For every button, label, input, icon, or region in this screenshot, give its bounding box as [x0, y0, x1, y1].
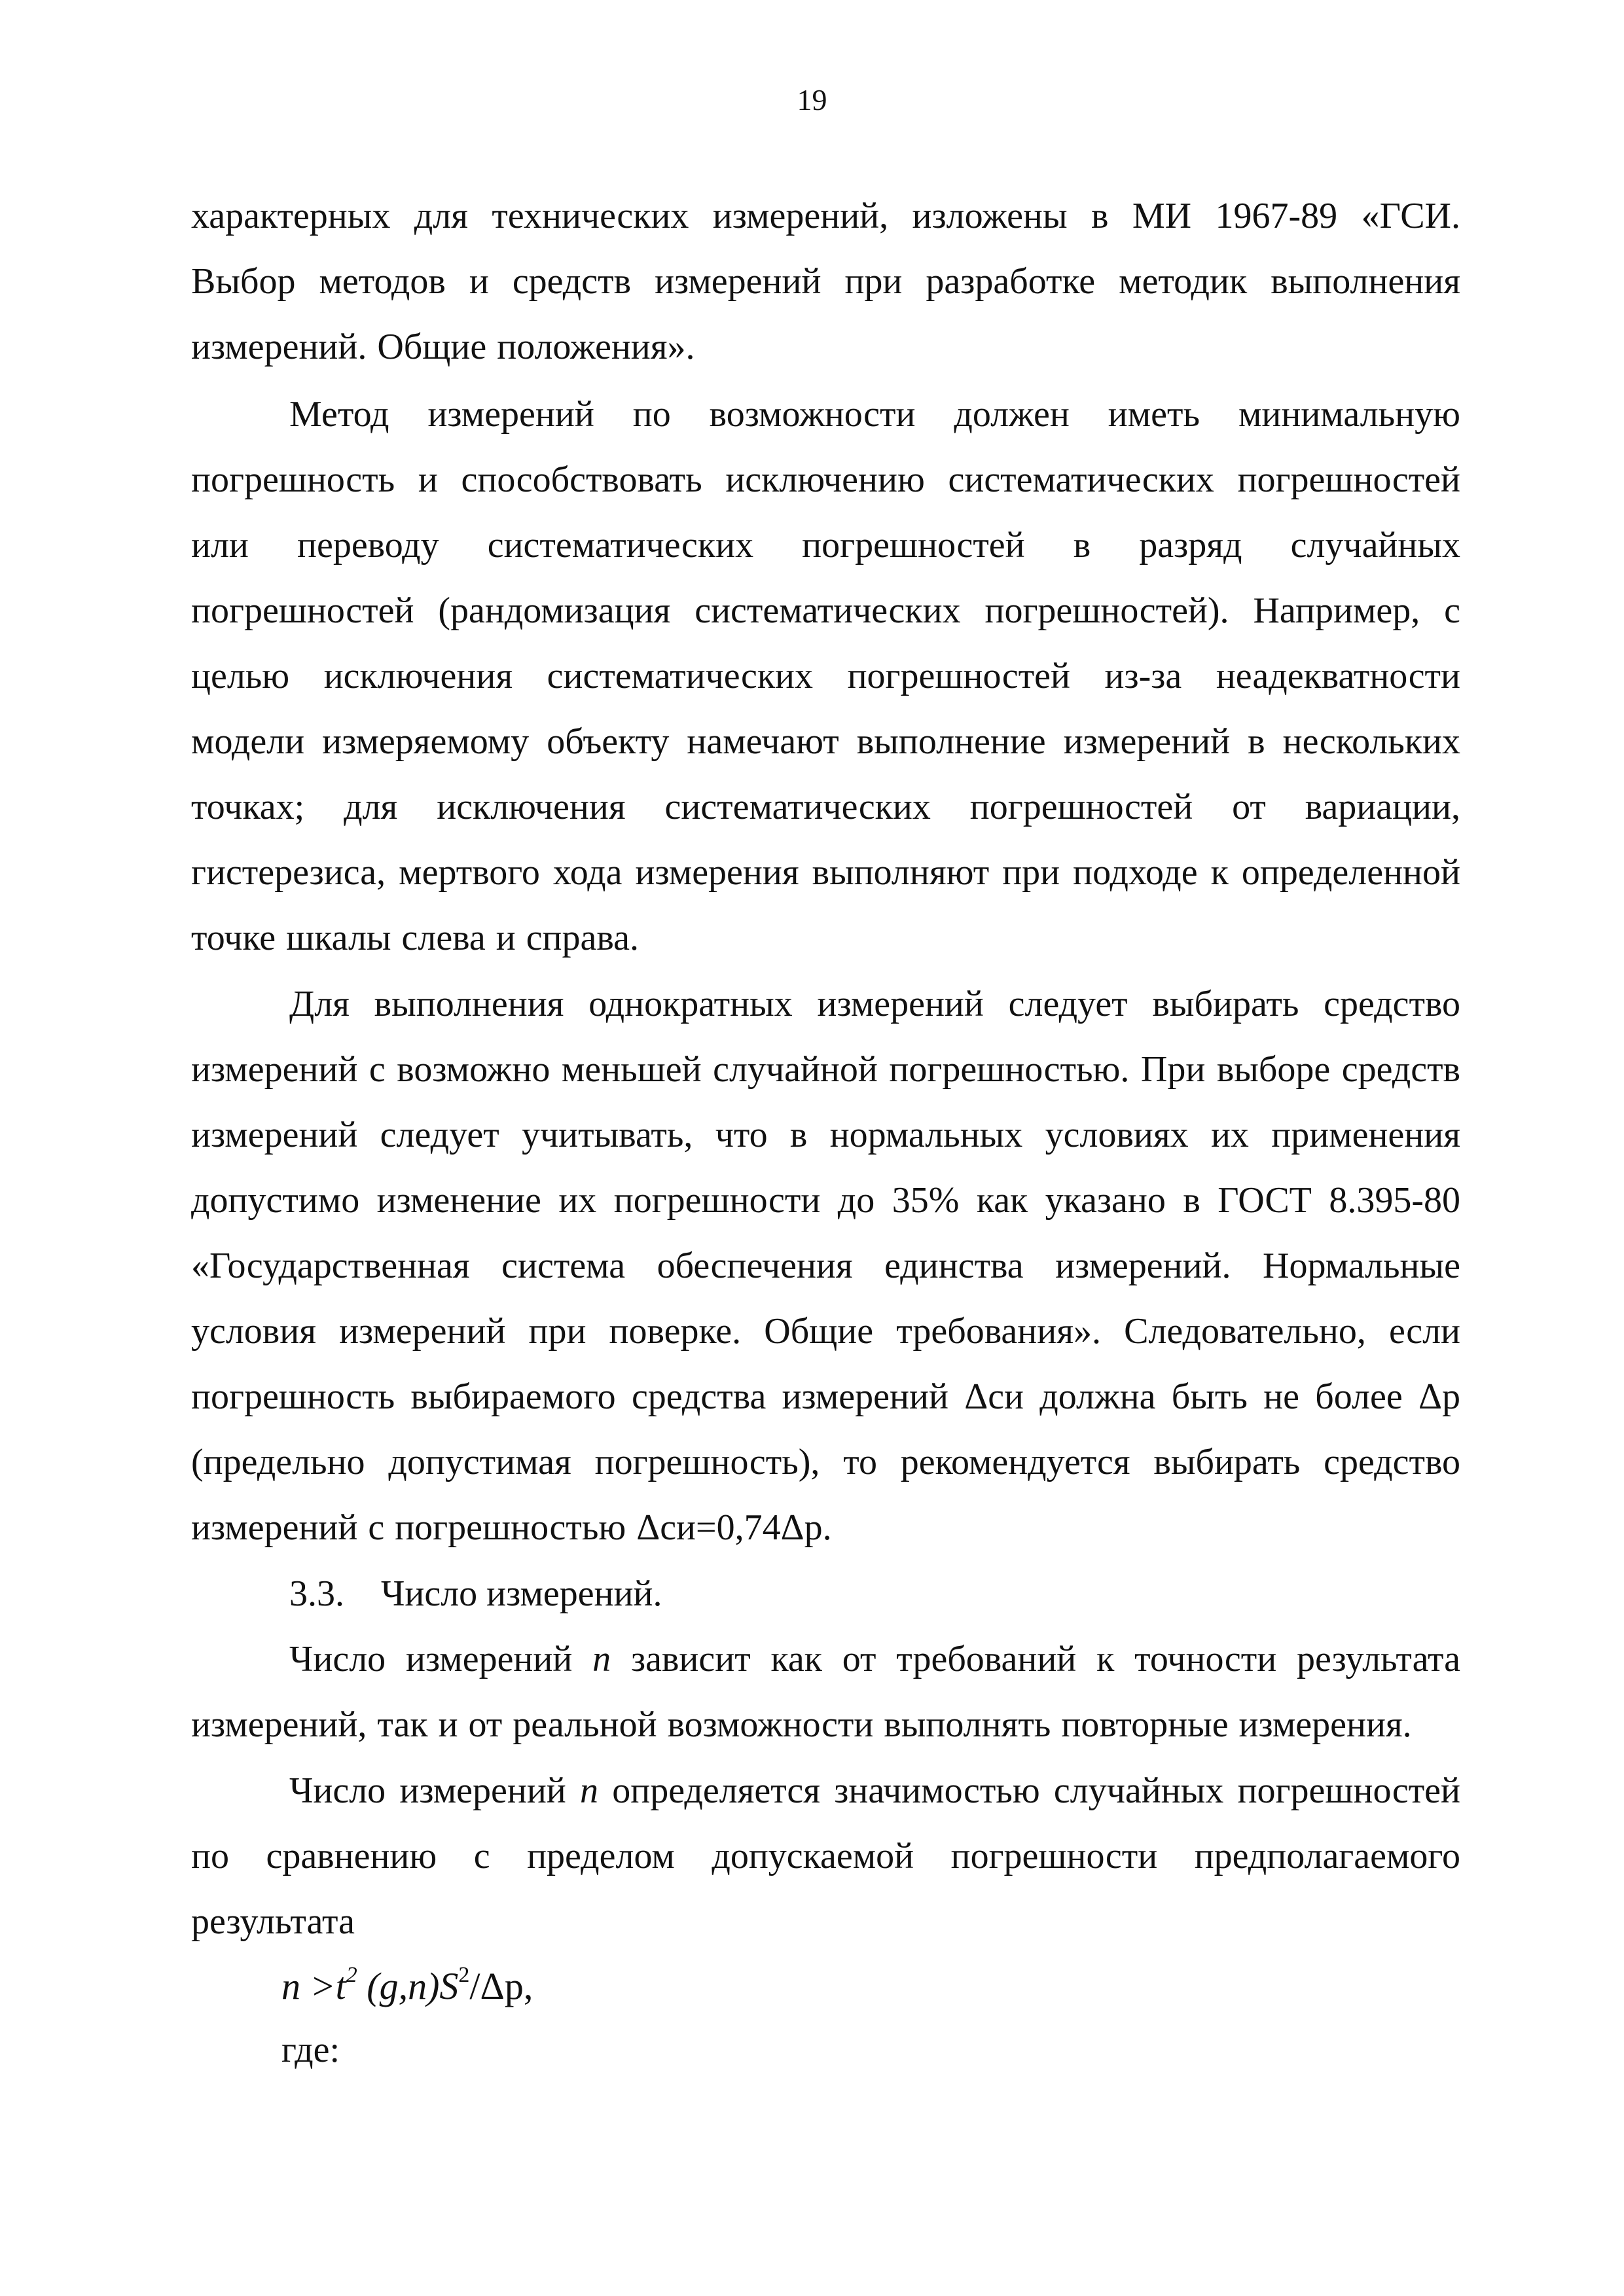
paragraph-number-determined: Число измерений n определяется значимостью случайных погрешностей по сравнению с пределом допускаемой погрешности предполагаемого результата [191, 1770, 1460, 1942]
page-number: 19 [797, 83, 827, 117]
paragraph-number-of-measurements: Число измерений n зависит как от требований к точности результата измерений, так и от реальной возможности выполнять повторные измерения. [191, 1639, 1461, 1745]
variable-n: n [592, 1639, 611, 1679]
paragraph-single-measurements: Для выполнения однократных измерений следует выбирать средство измерений с возможно меньшей случайной погрешностью. При выборе средств измерений следует учитывать, что в нормальных условиях их применения допустимо изменение их погрешности до 35% как указано в ГОСТ 8.395-80 «Государственная система обеспечения единства измерений. Нормальные условия измерений при поверке. Общие требования». Следовательно, если погрешность выбираемого средства измерений Δси должна быть не более Δр (предельно допустимая погрешность), то рекомендуется выбирать средство измерений с погрешностью Δси=0,74Δр. [191, 984, 1460, 1548]
formula-number-of-measurements: $n >t^2$ $(g,n)S^2/\Delta р$, [281, 1963, 533, 2007]
section-title: Число измерений. [381, 1573, 662, 1614]
section-heading [289, 1561, 662, 1626]
paragraph-continuation: характерных для технических измерений, изложены в МИ 1967-89 «ГСИ. Выбор методов и средств измерений при разработке методик выполнения измерений. Общие положения». [191, 196, 1460, 367]
variable-n: n [580, 1770, 599, 1811]
paragraph-measurement-method: Метод измерений по возможности должен иметь минимальную погрешность и способствовать исключению систематических погрешностей или переводу систематических погрешностей в разряд случайных погрешностей (рандомизация систематических погрешностей). Например, с целью исключения систематических погрешностей из-за неадекватности модели измеряемому объекту намечают выполнение измерений в нескольких точках; для исключения систематических погрешностей от вариации, гистерезиса, мертвого хода измерения выполняют при подходе к определенной точке шкалы слева и справа. [191, 394, 1460, 958]
section-number: 3.3. [289, 1573, 344, 1614]
where-label: где: [281, 2030, 340, 2070]
